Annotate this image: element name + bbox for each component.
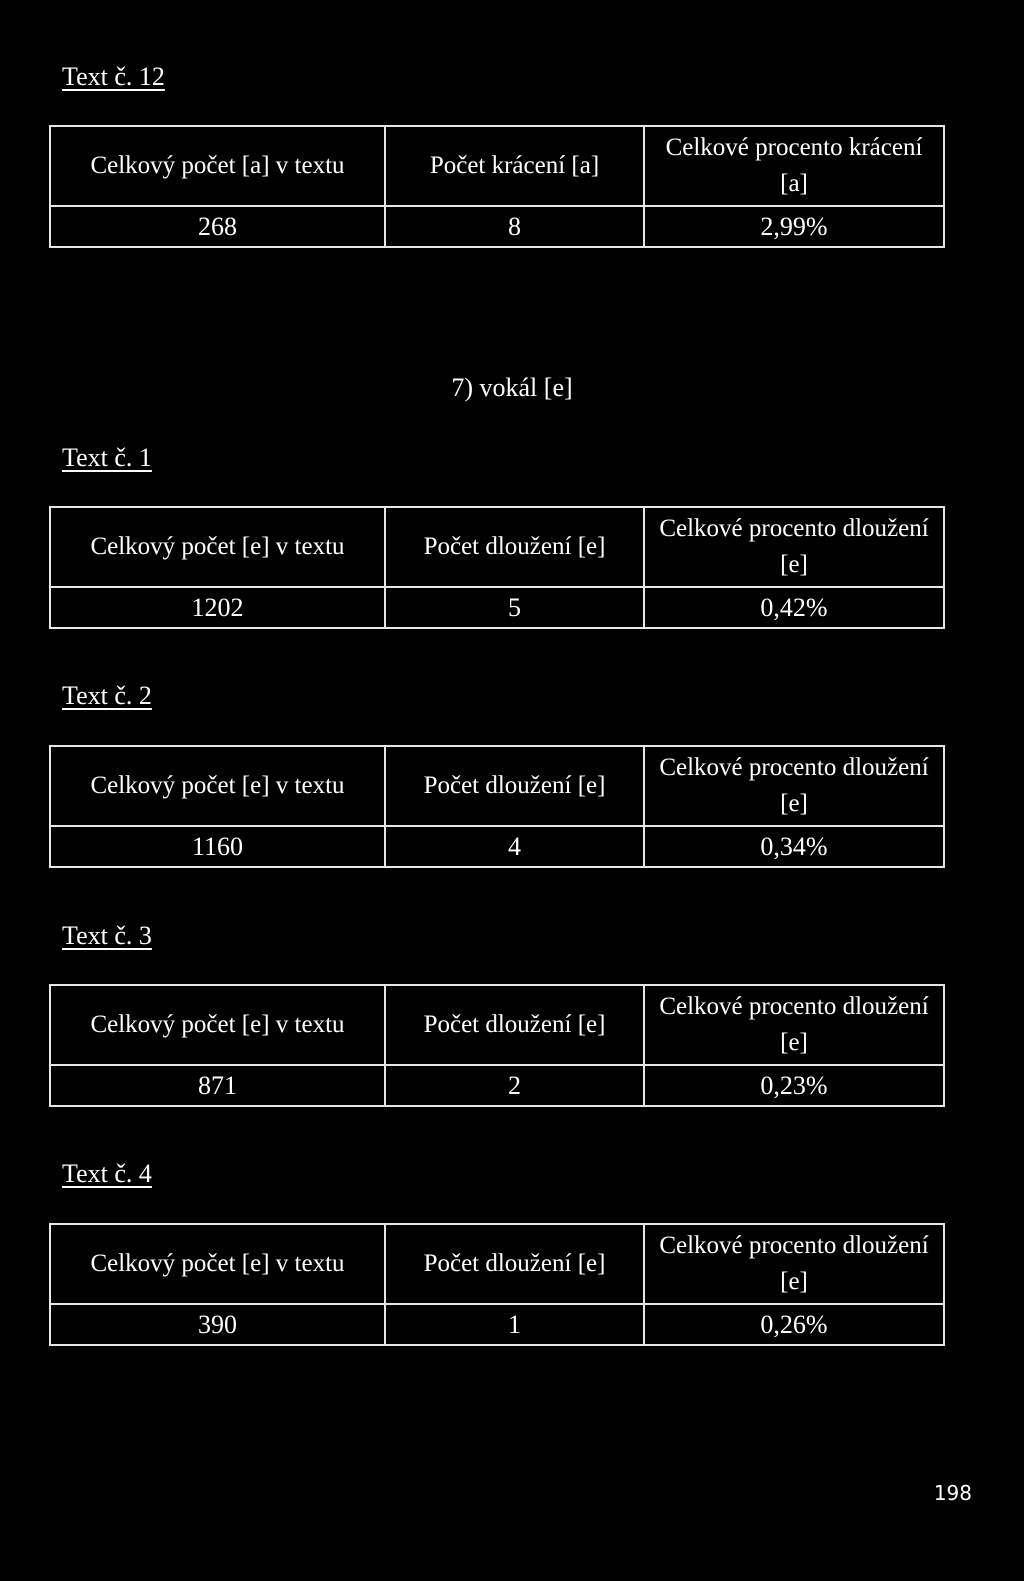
table-header-row (50, 126, 944, 206)
header-lengthening-count: Počet dloužení [e] (385, 746, 644, 826)
text-3-table (49, 984, 945, 1107)
table-row (50, 206, 944, 247)
cell-total-count: 1160 (50, 826, 385, 867)
text-2-table (49, 745, 945, 868)
page-number: 198 (933, 1481, 972, 1505)
table-header-row (50, 1224, 944, 1304)
header-total-count: Celkový počet [e] v textu (50, 1224, 385, 1304)
cell-lengthening-percent: 0,34% (644, 826, 944, 867)
cell-shortening-count: 8 (385, 206, 644, 247)
header-shortening-percent: Celkové procento krácení [a] (644, 126, 944, 206)
cell-lengthening-percent: 0,26% (644, 1304, 944, 1345)
table-header-row (50, 985, 944, 1065)
table-row (50, 1304, 944, 1345)
cell-lengthening-count: 4 (385, 826, 644, 867)
cell-lengthening-percent: 0,23% (644, 1065, 944, 1106)
table-row (50, 826, 944, 867)
section-title-vowel-e: 7) vokál [e] (451, 373, 573, 402)
text-3-heading: Text č. 3 (62, 921, 152, 950)
cell-shortening-percent: 2,99% (644, 206, 944, 247)
text-1-table (49, 506, 945, 629)
cell-total-count: 1202 (50, 587, 385, 628)
cell-total-count: 871 (50, 1065, 385, 1106)
text-1-heading: Text č. 1 (62, 443, 152, 472)
text-2-heading: Text č. 2 (62, 681, 152, 710)
header-lengthening-percent: Celkové procento dloužení [e] (644, 985, 944, 1065)
cell-total-count: 268 (50, 206, 385, 247)
table-header-row (50, 746, 944, 826)
header-total-count: Celkový počet [a] v textu (50, 126, 385, 206)
table-header-row (50, 507, 944, 587)
header-lengthening-percent: Celkové procento dloužení [e] (644, 507, 944, 587)
cell-lengthening-count: 1 (385, 1304, 644, 1345)
text-12-table (49, 125, 945, 248)
header-total-count: Celkový počet [e] v textu (50, 746, 385, 826)
cell-lengthening-count: 5 (385, 587, 644, 628)
text-12-heading: Text č. 12 (62, 62, 165, 91)
table-row (50, 1065, 944, 1106)
header-total-count: Celkový počet [e] v textu (50, 507, 385, 587)
header-lengthening-percent: Celkové procento dloužení [e] (644, 746, 944, 826)
cell-lengthening-percent: 0,42% (644, 587, 944, 628)
header-shortening-count: Počet krácení [a] (385, 126, 644, 206)
table-row (50, 587, 944, 628)
header-lengthening-percent: Celkové procento dloužení [e] (644, 1224, 944, 1304)
cell-lengthening-count: 2 (385, 1065, 644, 1106)
header-lengthening-count: Počet dloužení [e] (385, 1224, 644, 1304)
header-total-count: Celkový počet [e] v textu (50, 985, 385, 1065)
header-lengthening-count: Počet dloužení [e] (385, 507, 644, 587)
text-4-heading: Text č. 4 (62, 1159, 152, 1188)
cell-total-count: 390 (50, 1304, 385, 1345)
header-lengthening-count: Počet dloužení [e] (385, 985, 644, 1065)
text-4-table (49, 1223, 945, 1346)
